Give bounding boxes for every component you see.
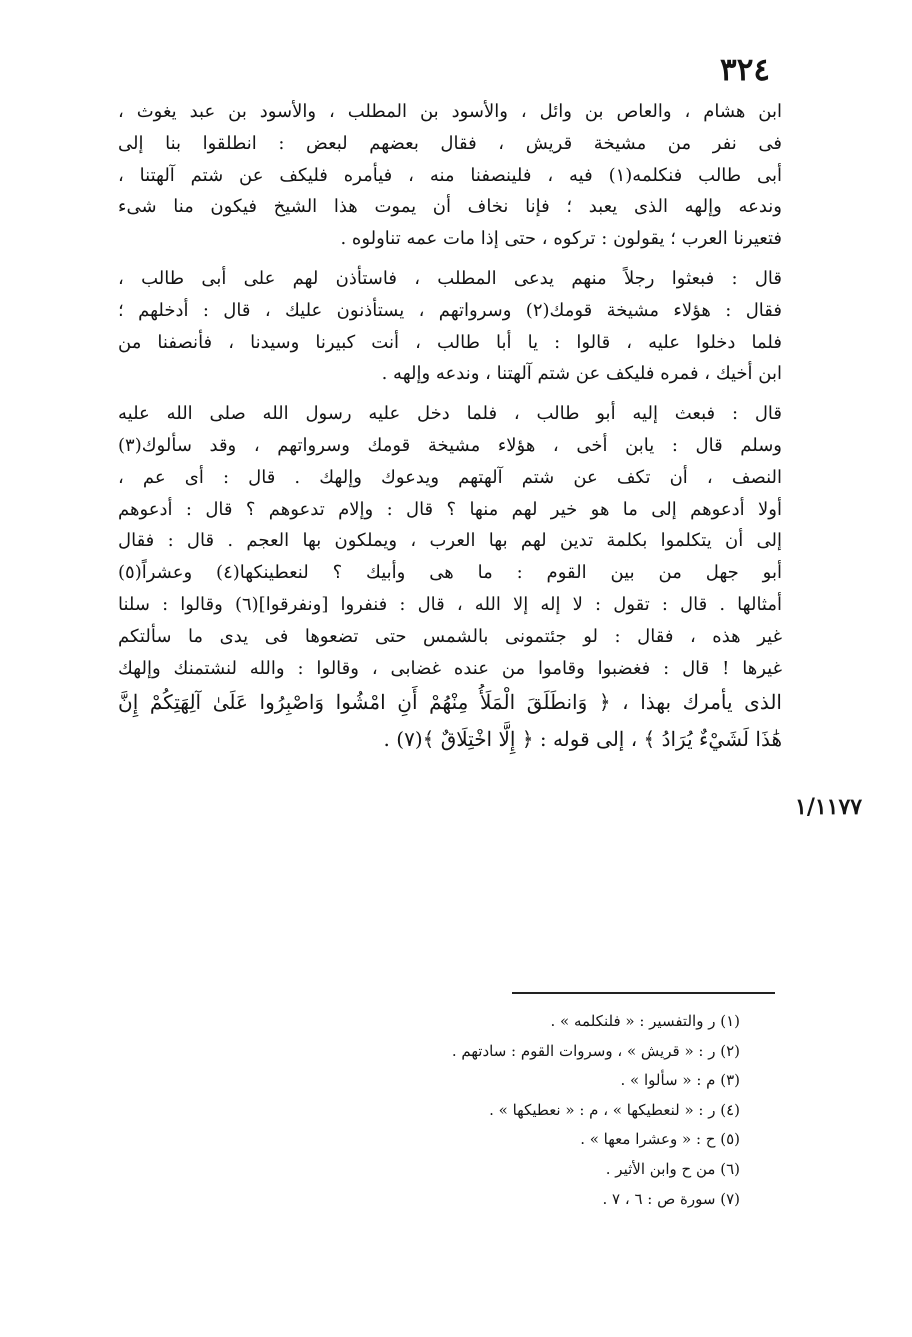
- footnote-3: (٣) م : « سألوا » .: [620, 1071, 740, 1090]
- margin-reference-number: ١/١١٧٧: [795, 794, 863, 820]
- text-line: النصف ، أن تكف عن شتم آلهتهم ويدعوك وإلهك . قال : أى عم ،: [118, 466, 782, 488]
- text-line: قال : فبعثوا رجلاً منهم يدعى المطلب ، فاستأذن لهم على أبى طالب ،: [118, 267, 782, 289]
- quran-verse-line: الذى يأمرك بهذا ، ﴿ وَانطَلَقَ الْمَلَأُ مِنْهُمْ أَنِ امْشُوا وَاصْبِرُوا عَلَىٰ آلِهَتِكُمْ إِنَّ: [118, 690, 782, 715]
- text-line: أولا أدعوهم إلى ما هو خير لهم منها ؟ قال : وإلام تدعوهم ؟ قال : أدعوهم: [118, 498, 782, 520]
- footnote-4: (٤) ر : « لنعطيكها » ، م : « نعطيكها » .: [489, 1100, 740, 1119]
- footnote-7: (٧) سورة ص : ٦ ، ٧ .: [602, 1189, 740, 1208]
- text-line: قال : فبعث إليه أبو طالب ، فلما دخل عليه رسول الله صلى الله عليه: [118, 403, 782, 425]
- text-line: غير هذه ، فقال : لو جئتمونى بالشمس حتى تضعوها فى يدى ما سألتكم: [118, 625, 782, 647]
- footnote-6: (٦) من ح وابن الأثير .: [605, 1159, 740, 1178]
- text-line: أبو جهل من بين القوم : ما هى وأبيك ؟ لنعطينكها(٤) وعشراً(٥): [118, 562, 782, 584]
- text-line: ابن أخيك ، فمره فليكف عن شتم آلهتنا ، وندعه وإلهه .: [381, 363, 782, 385]
- quran-verse-line: هَٰذَا لَشَيْءٌ يُرَادُ ﴾ ، إلى قوله : ﴿ إِلَّا اخْتِلَاقٌ ﴾(٧) .: [383, 727, 782, 752]
- footnote-2: (٢) ر : « قريش » ، وسروات القوم : سادتهم .: [451, 1041, 740, 1060]
- text-line: ابن هشام ، والعاص بن وائل ، والأسود بن المطلب ، والأسود بن عبد يغوث ،: [118, 101, 782, 122]
- text-line: فتعيرنا العرب ؛ يقولون : تركوه ، حتى إذا مات عمه تناولوه .: [340, 228, 782, 250]
- text-line: فلما دخلوا عليه ، قالوا : يا أبا طالب ، أنت كبيرنا وسيدنا ، فأنصفنا من: [118, 331, 782, 353]
- footnote-5: (٥) ح : « وعشرا معها » .: [580, 1130, 740, 1149]
- footnote-1: (١) ر والتفسير : « فلنكلمه » .: [550, 1012, 740, 1030]
- paragraph-3: [118, 398, 782, 758]
- text-line: فقال : هؤلاء مشيخة قومك(٢) وسرواتهم ، يستأذنون عليك ، قال : أدخلهم ؛: [118, 299, 782, 321]
- page-number: ٣٢٤: [720, 52, 770, 88]
- paragraph-gap: [118, 255, 782, 263]
- paragraph-gap: [118, 390, 782, 398]
- text-line: أبى طالب فنكلمه(١) فيه ، فلينصفنا منه ، فيأمره فليكف عن شتم آلهتنا ،: [118, 164, 782, 186]
- text-line: إلى أن يتكلموا بكلمة تدين لهم بها العرب ، ويملكون بها العجم . قال : فقال: [118, 530, 782, 552]
- text-line: وندعه وإلهه الذى يعبد ؛ فإنا نخاف أن يموت هذا الشيخ فيكون منا شىء: [118, 196, 782, 218]
- text-line: فى نفر من مشيخة قريش ، فقال بعضهم لبعض : انطلقوا بنا إلى: [118, 132, 782, 154]
- text-line: وسلم قال : يابن أخى ، هؤلاء مشيخة قومك وسرواتهم ، وقد سألوك(٣): [118, 434, 782, 456]
- paragraph-2: [118, 263, 782, 390]
- footnote-separator: [512, 992, 775, 994]
- text-line: غيرها ! قال : فغضبوا وقاموا من عنده غضابى ، وقالوا : والله لنشتمنك وإلهك: [118, 657, 782, 679]
- footnotes: [330, 1007, 740, 1214]
- body-text: [118, 96, 782, 758]
- text-line: أمثالها . قال : تقول : لا إله إلا الله ، قال : فنفروا [ونفرقوا](٦) وقالوا : سلنا: [118, 593, 782, 615]
- paragraph-1: [118, 96, 782, 255]
